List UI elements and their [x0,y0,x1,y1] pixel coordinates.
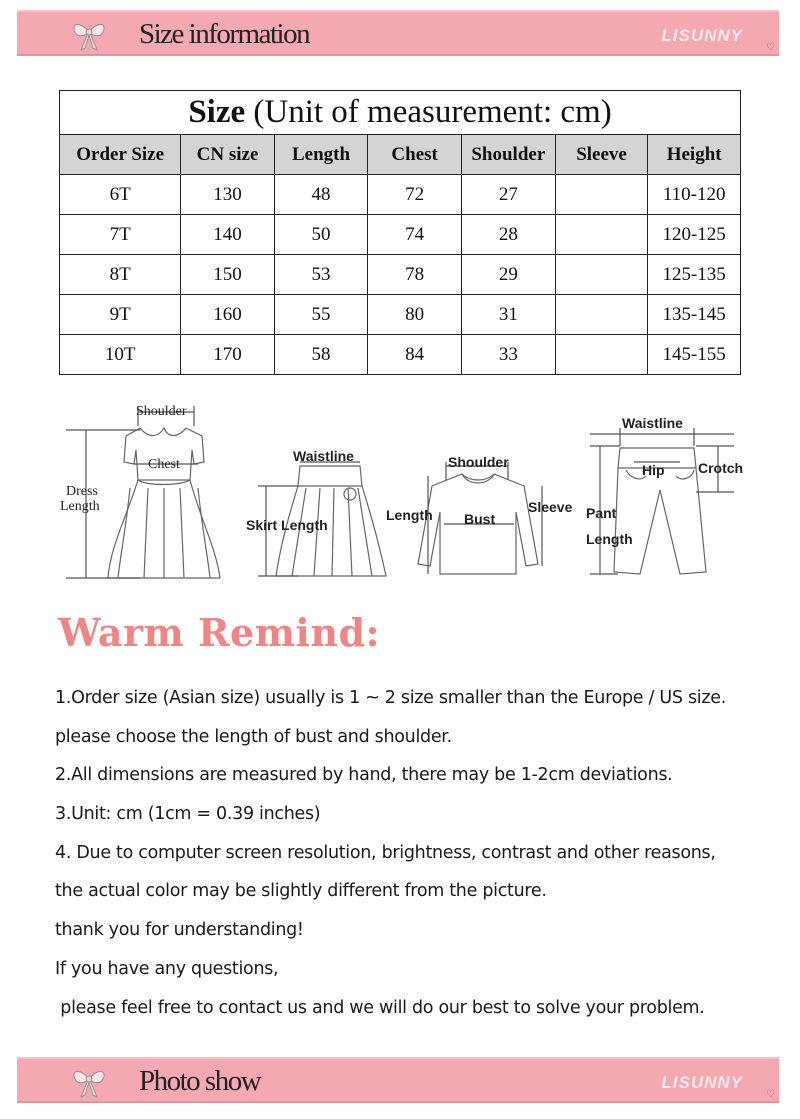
table-cell [555,295,648,335]
table-cell: 110-120 [648,175,741,215]
table-cell: 135-145 [648,295,741,335]
table-row [60,295,741,335]
table-cell: 78 [368,255,462,295]
table-cell: 120-125 [648,215,741,255]
header-banner [17,10,779,56]
column-header: Length [274,135,368,175]
remind-notes [55,683,785,1031]
table-row [60,175,741,215]
pant-length-label-1: Pant [586,505,617,521]
column-header: Chest [368,135,462,175]
remind-line: If you have any questions, [55,958,279,979]
table-cell: 125-135 [648,255,741,295]
bow-icon [69,1061,109,1101]
size-table [59,90,741,375]
warm-remind-title: Warm Remind: [58,610,381,655]
heart-icon: ♡ [766,42,775,53]
measurement-diagrams [30,388,775,593]
table-cell [555,255,648,295]
pant-crotch-label: Crotch [698,460,744,476]
table-row [60,215,741,255]
table-cell: 10T [60,335,181,375]
table-cell: 31 [461,295,555,335]
remind-line: 1.Order size (Asian size) usually is 1 ~ 2 size smaller than the Europe / US size. [55,688,726,708]
caption-rest: (Unit of measurement: cm) [245,94,612,130]
remind-line: 3.Unit: cm (1cm = 0.39 inches) [55,804,321,825]
bow-icon [69,14,109,54]
heart-icon: ♡ [766,1089,775,1100]
table-cell: 55 [274,295,368,335]
table-cell [555,215,648,255]
banner-title: Photo show [139,1065,261,1097]
table-cell: 33 [461,335,555,375]
table-cell: 28 [461,215,555,255]
banner-title: Size information [139,18,310,50]
dress-shoulder-label: Shoulder [136,404,187,419]
table-cell: 150 [181,255,274,295]
pant-hip-label: Hip [642,462,665,478]
table-cell [555,175,648,215]
remind-line: please choose the length of bust and shoulder. [55,726,452,747]
table-cell: 74 [368,215,462,255]
table-cell: 27 [461,175,555,215]
remind-line: thank you for understanding! [55,920,304,941]
brand-logo: LISUNNY [661,1073,743,1092]
table-caption [60,91,741,135]
table-cell: 53 [274,255,368,295]
remind-line: 2.All dimensions are measured by hand, there may be 1-2cm deviations. [55,765,673,786]
skirt-length-label: Skirt Length [246,517,328,533]
remind-line: 4. Due to computer screen resolution, brightness, contrast and other reasons, [55,842,716,863]
table-cell: 84 [368,335,462,375]
table-cell: 72 [368,175,462,215]
top-bust-label: Bust [464,511,496,527]
table-cell [555,335,648,375]
dress-chest-label: Chest [148,457,180,472]
table-cell: 160 [181,295,274,335]
table-cell: 6T [60,175,181,215]
dress-illustration [108,428,220,578]
table-cell: 50 [274,215,368,255]
table-cell: 130 [181,175,274,215]
column-header: Shoulder [461,135,555,175]
pant-waistline-label: Waistline [622,415,683,431]
table-cell: 29 [461,255,555,295]
pant-length-label-2: Length [586,531,633,547]
table-cell: 9T [60,295,181,335]
table-cell: 80 [368,295,462,335]
table-cell: 8T [60,255,181,295]
remind-line: please feel free to contact us and we will do our best to solve your problem. [55,997,705,1018]
column-header: CN size [181,135,274,175]
column-header: Height [648,135,741,175]
table-row [60,255,741,295]
caption-bold: Size [188,94,246,130]
table-cell: 140 [181,215,274,255]
top-shoulder-label: Shoulder [448,454,509,470]
column-header: Order Size [60,135,181,175]
top-length-label: Length [386,507,433,523]
table-cell: 170 [181,335,274,375]
remind-line: the actual color may be slightly different from the picture. [55,881,547,902]
table-row [60,335,741,375]
skirt-waistline-label: Waistline [293,448,354,464]
column-header: Sleeve [555,135,648,175]
dress-length-label-2: Length [60,499,100,514]
measurement-diagram-svg [30,388,775,593]
dress-length-label-1: Dress [66,484,98,499]
table-cell: 48 [274,175,368,215]
table-cell: 58 [274,335,368,375]
top-sleeve-label: Sleeve [528,499,573,515]
table-header-row [60,135,741,175]
table-cell: 145-155 [648,335,741,375]
table-cell: 7T [60,215,181,255]
brand-logo: LISUNNY [661,26,743,45]
footer-banner [17,1057,779,1103]
